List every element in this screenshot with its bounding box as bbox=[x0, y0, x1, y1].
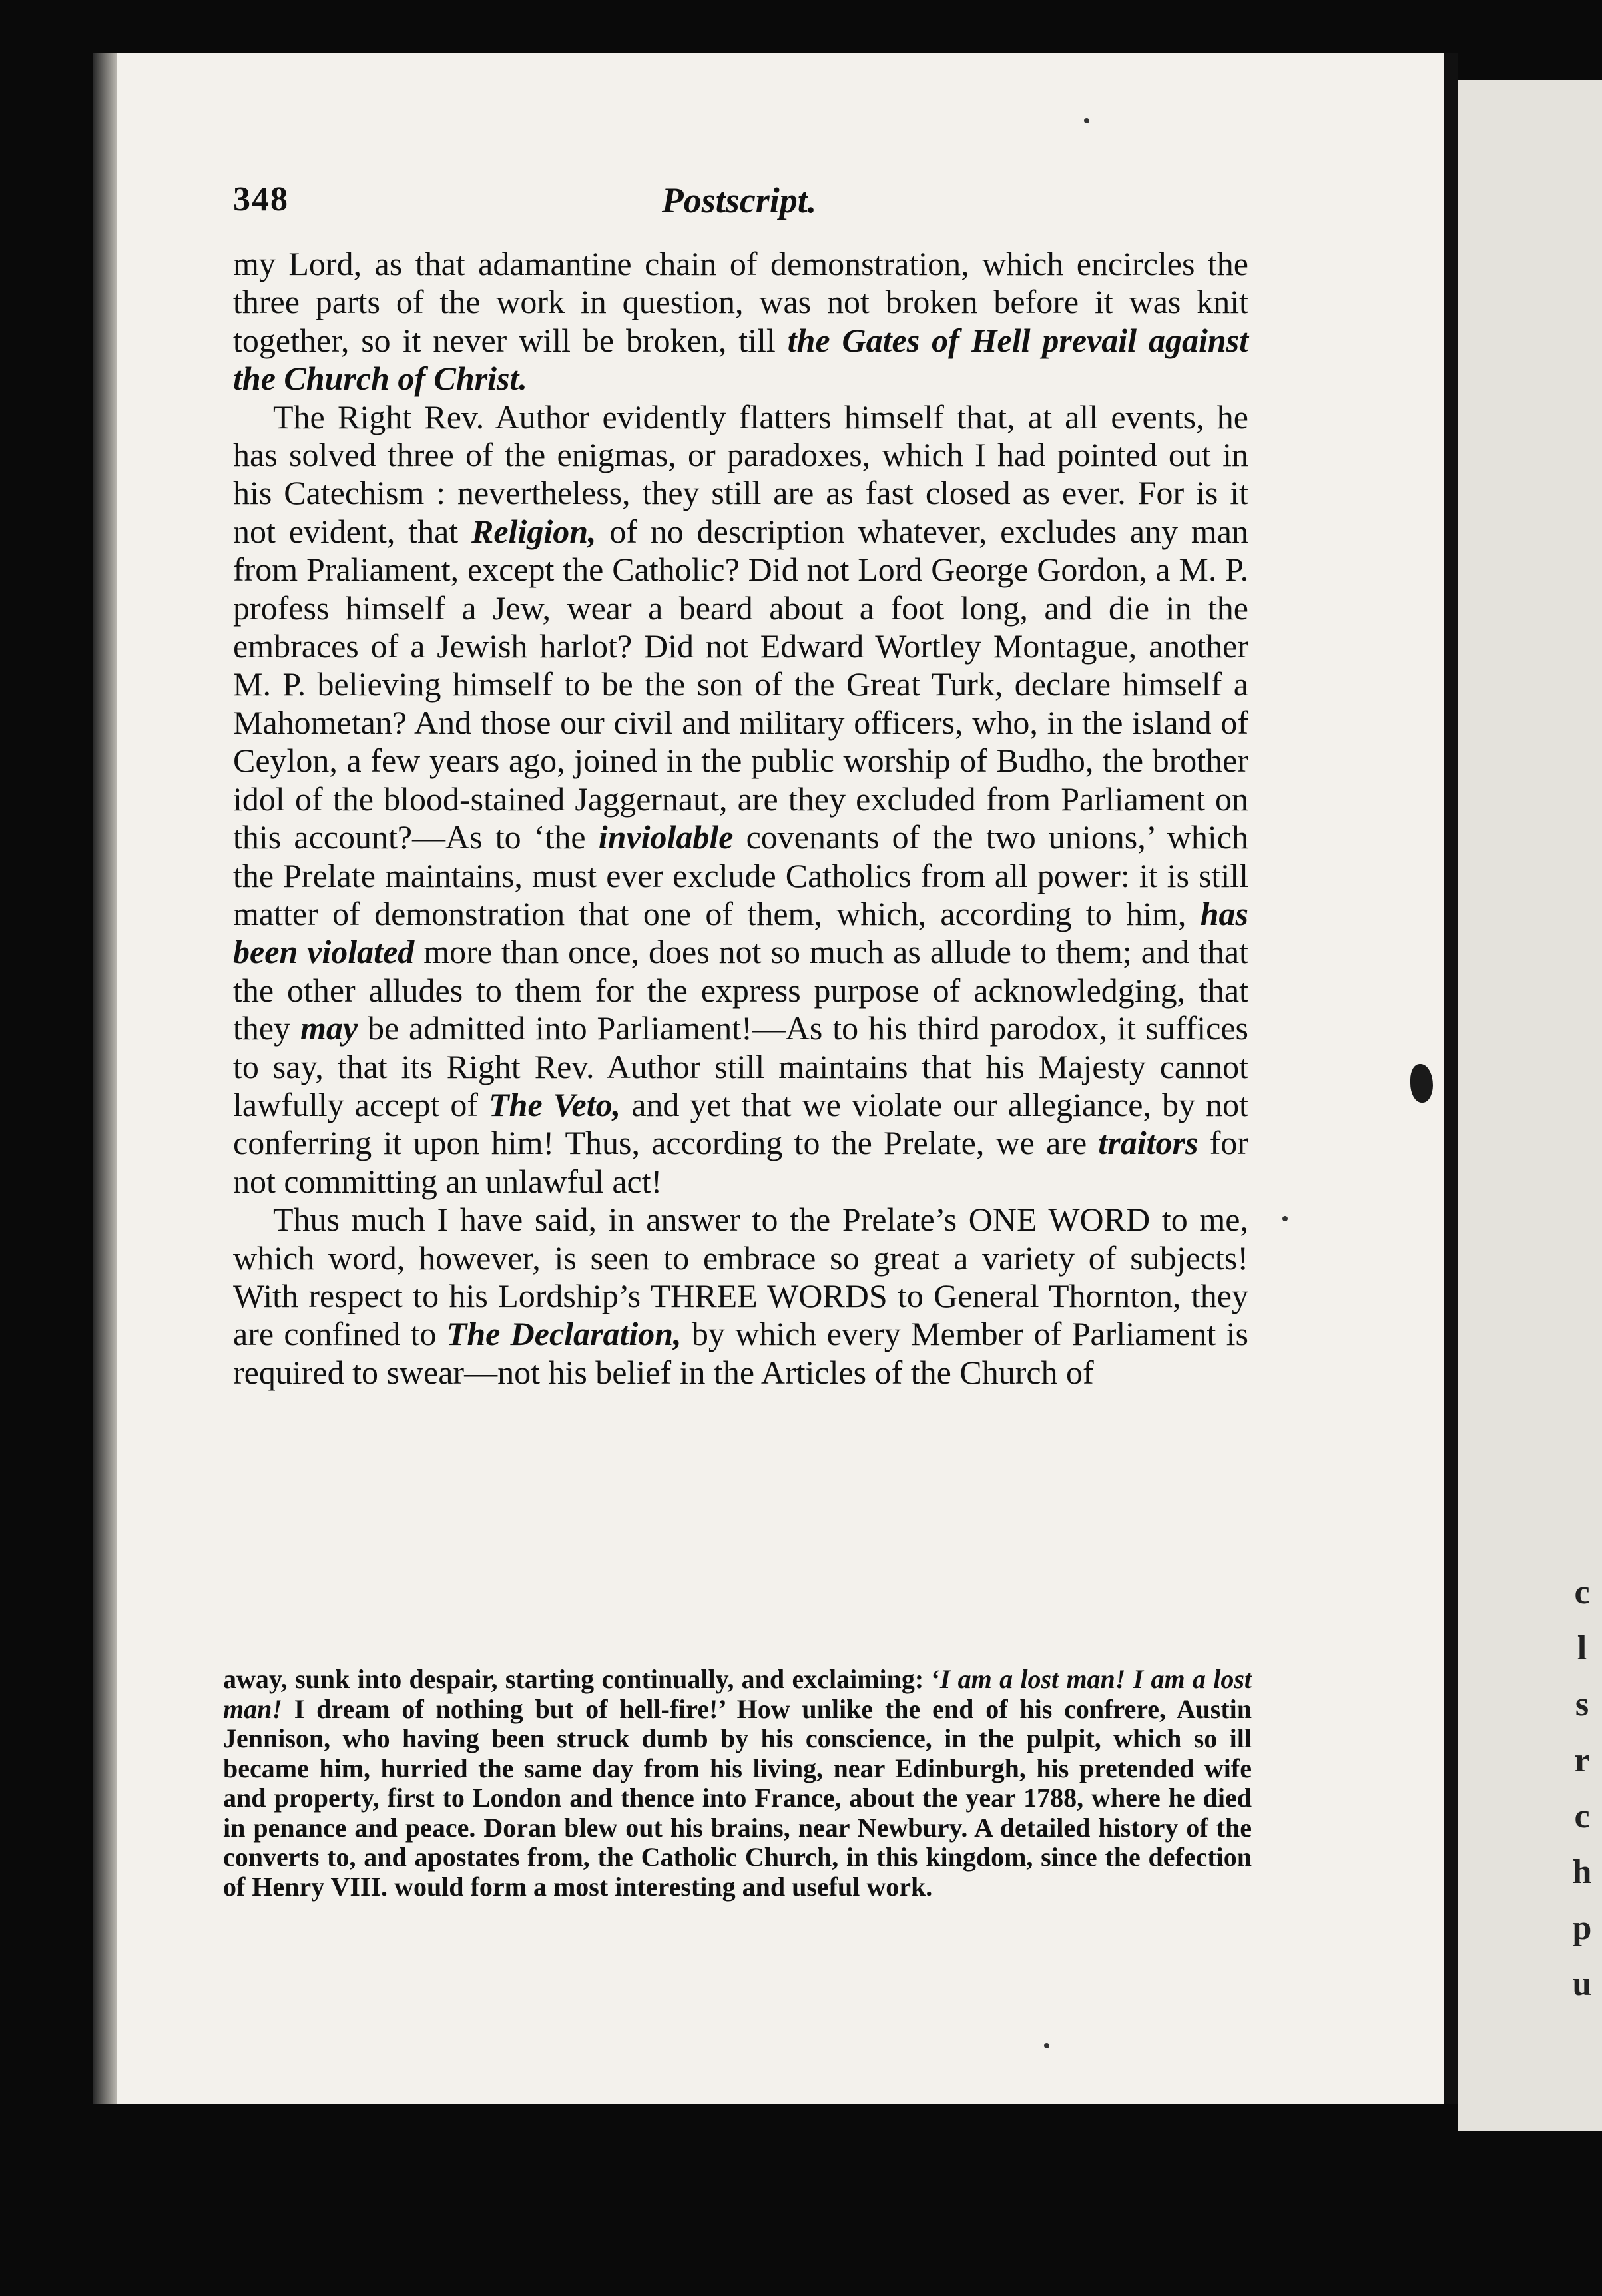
italic-run: may bbox=[300, 1009, 358, 1047]
text-run: Thus much I have said, in answer to the Prelate’s ONE WORD to me, which word, however, is seen to embrace so great a variety of subjects! With respect to his Lordship’s THREE WORDS to General Thornton, they are confined to bbox=[233, 1201, 1248, 1353]
facing-letter: c bbox=[1574, 1797, 1590, 1835]
text-run: away, sunk into despair, starting continually, and exclaiming: ‘ bbox=[223, 1664, 940, 1694]
main-text bbox=[233, 245, 1248, 1392]
speck bbox=[1282, 1216, 1288, 1221]
facing-letter: c bbox=[1574, 1574, 1590, 1611]
paragraph-1 bbox=[233, 245, 1248, 398]
text-run: by which every Member of Parliament is required to swear—not his belief in the Articles of the Church of bbox=[233, 1315, 1248, 1391]
text-run: The Right Rev. Author evidently flatters himself that, at all events, he has solved three of the enigmas, or paradoxes, which I had pointed out in his Catechism : nevertheless, they still are as fast closed as ever. For is it not evident, that bbox=[233, 398, 1248, 550]
text-run: of no description whatever, excludes any man from Praliament, except the Catholic? Did not Lord George Gordon, a M. P. profess himself a Jew, wear a beard about a foot long, and die in the embraces of a Jewish harlot? Did not Edward Wortley Montague, another M. P. believing himself to be the son of the Great Turk, declare himself a Mahometan? And those our civil and military officers, who, in the island of Ceylon, a few years ago, joined in the public worship of Budho, the brother idol of the blood-stained Jaggernaut, are they excluded from Parliament on this account?—As to ‘the bbox=[233, 512, 1248, 856]
text-run: more than once, does not so much as allude to them; and that the other alludes to them for the express purpose of acknowledging, that they bbox=[233, 933, 1248, 1047]
italic-run: inviolable bbox=[598, 818, 734, 856]
speck bbox=[1044, 2043, 1049, 2048]
running-title: Postscript. bbox=[661, 180, 817, 220]
facing-page-edge bbox=[1458, 80, 1602, 2131]
italic-run: the Gates of Hell prevail against the Church of Christ. bbox=[233, 321, 1248, 398]
facing-letter: r bbox=[1574, 1741, 1590, 1779]
footnote bbox=[223, 1665, 1252, 1902]
facing-letter: u bbox=[1572, 1965, 1592, 2003]
page-number: 348 bbox=[233, 180, 289, 218]
text-run: my Lord, as that adamantine chain of demonstration, which encircles the three parts of the work in question, was not broken before it was knit together, so it never will be broken, till bbox=[233, 245, 1248, 359]
facing-letter: s bbox=[1575, 1685, 1589, 1723]
facing-letter: h bbox=[1572, 1853, 1592, 1891]
italic-run: has been violated bbox=[233, 894, 1248, 971]
italic-run: The Veto, bbox=[489, 1085, 621, 1123]
paragraph-3 bbox=[233, 1201, 1248, 1392]
page-binding-edge bbox=[93, 53, 117, 2104]
text-run: be admitted into Parliament!—As to his third parodox, it suffices to say, that its Right Rev. Author still maintains that his Majesty cannot lawfully accept of bbox=[233, 1009, 1248, 1123]
text-run: and yet that we violate our allegiance, by not conferring it upon him! Thus, according to the Prelate, we are bbox=[233, 1085, 1249, 1162]
paragraph-2 bbox=[233, 398, 1248, 1201]
italic-run: Religion, bbox=[471, 512, 597, 550]
facing-letter: p bbox=[1572, 1909, 1592, 1947]
page-header bbox=[233, 180, 1245, 233]
speck bbox=[1084, 118, 1089, 123]
text-run: for not committing an unlawful act! bbox=[233, 1124, 1248, 1200]
text-run: I dream of nothing but of hell-fire!’ How unlike the end of his confrere, Austin Jennison, who having been struck dumb by his conscience, in the pulpit, which so ill became him, hurried the same day from his living, near Edinburgh, his pretended wife and property, first to London and thence into France, about the year 1788, where he died in penance and peace. Doran blew out his brains, near Newbury. A detailed history of the converts to, and apostates from, the Catholic Church, in this kingdom, since the defection of Henry VIII. would form a most interesting and useful work. bbox=[223, 1693, 1252, 1902]
facing-letter: l bbox=[1577, 1629, 1587, 1667]
page-gutter bbox=[1444, 53, 1458, 2104]
text-run: covenants of the two unions,’ which the Prelate maintains, must ever exclude Catholics from all power: it is still matter of demonstration that one of them, which, according to him, bbox=[233, 818, 1248, 932]
italic-run: The Declaration, bbox=[446, 1315, 682, 1353]
facing-page-letters bbox=[1562, 1565, 1602, 2012]
italic-run: traitors bbox=[1098, 1124, 1199, 1162]
italic-run: I am a lost man! I am a lost man! bbox=[223, 1664, 1252, 1724]
